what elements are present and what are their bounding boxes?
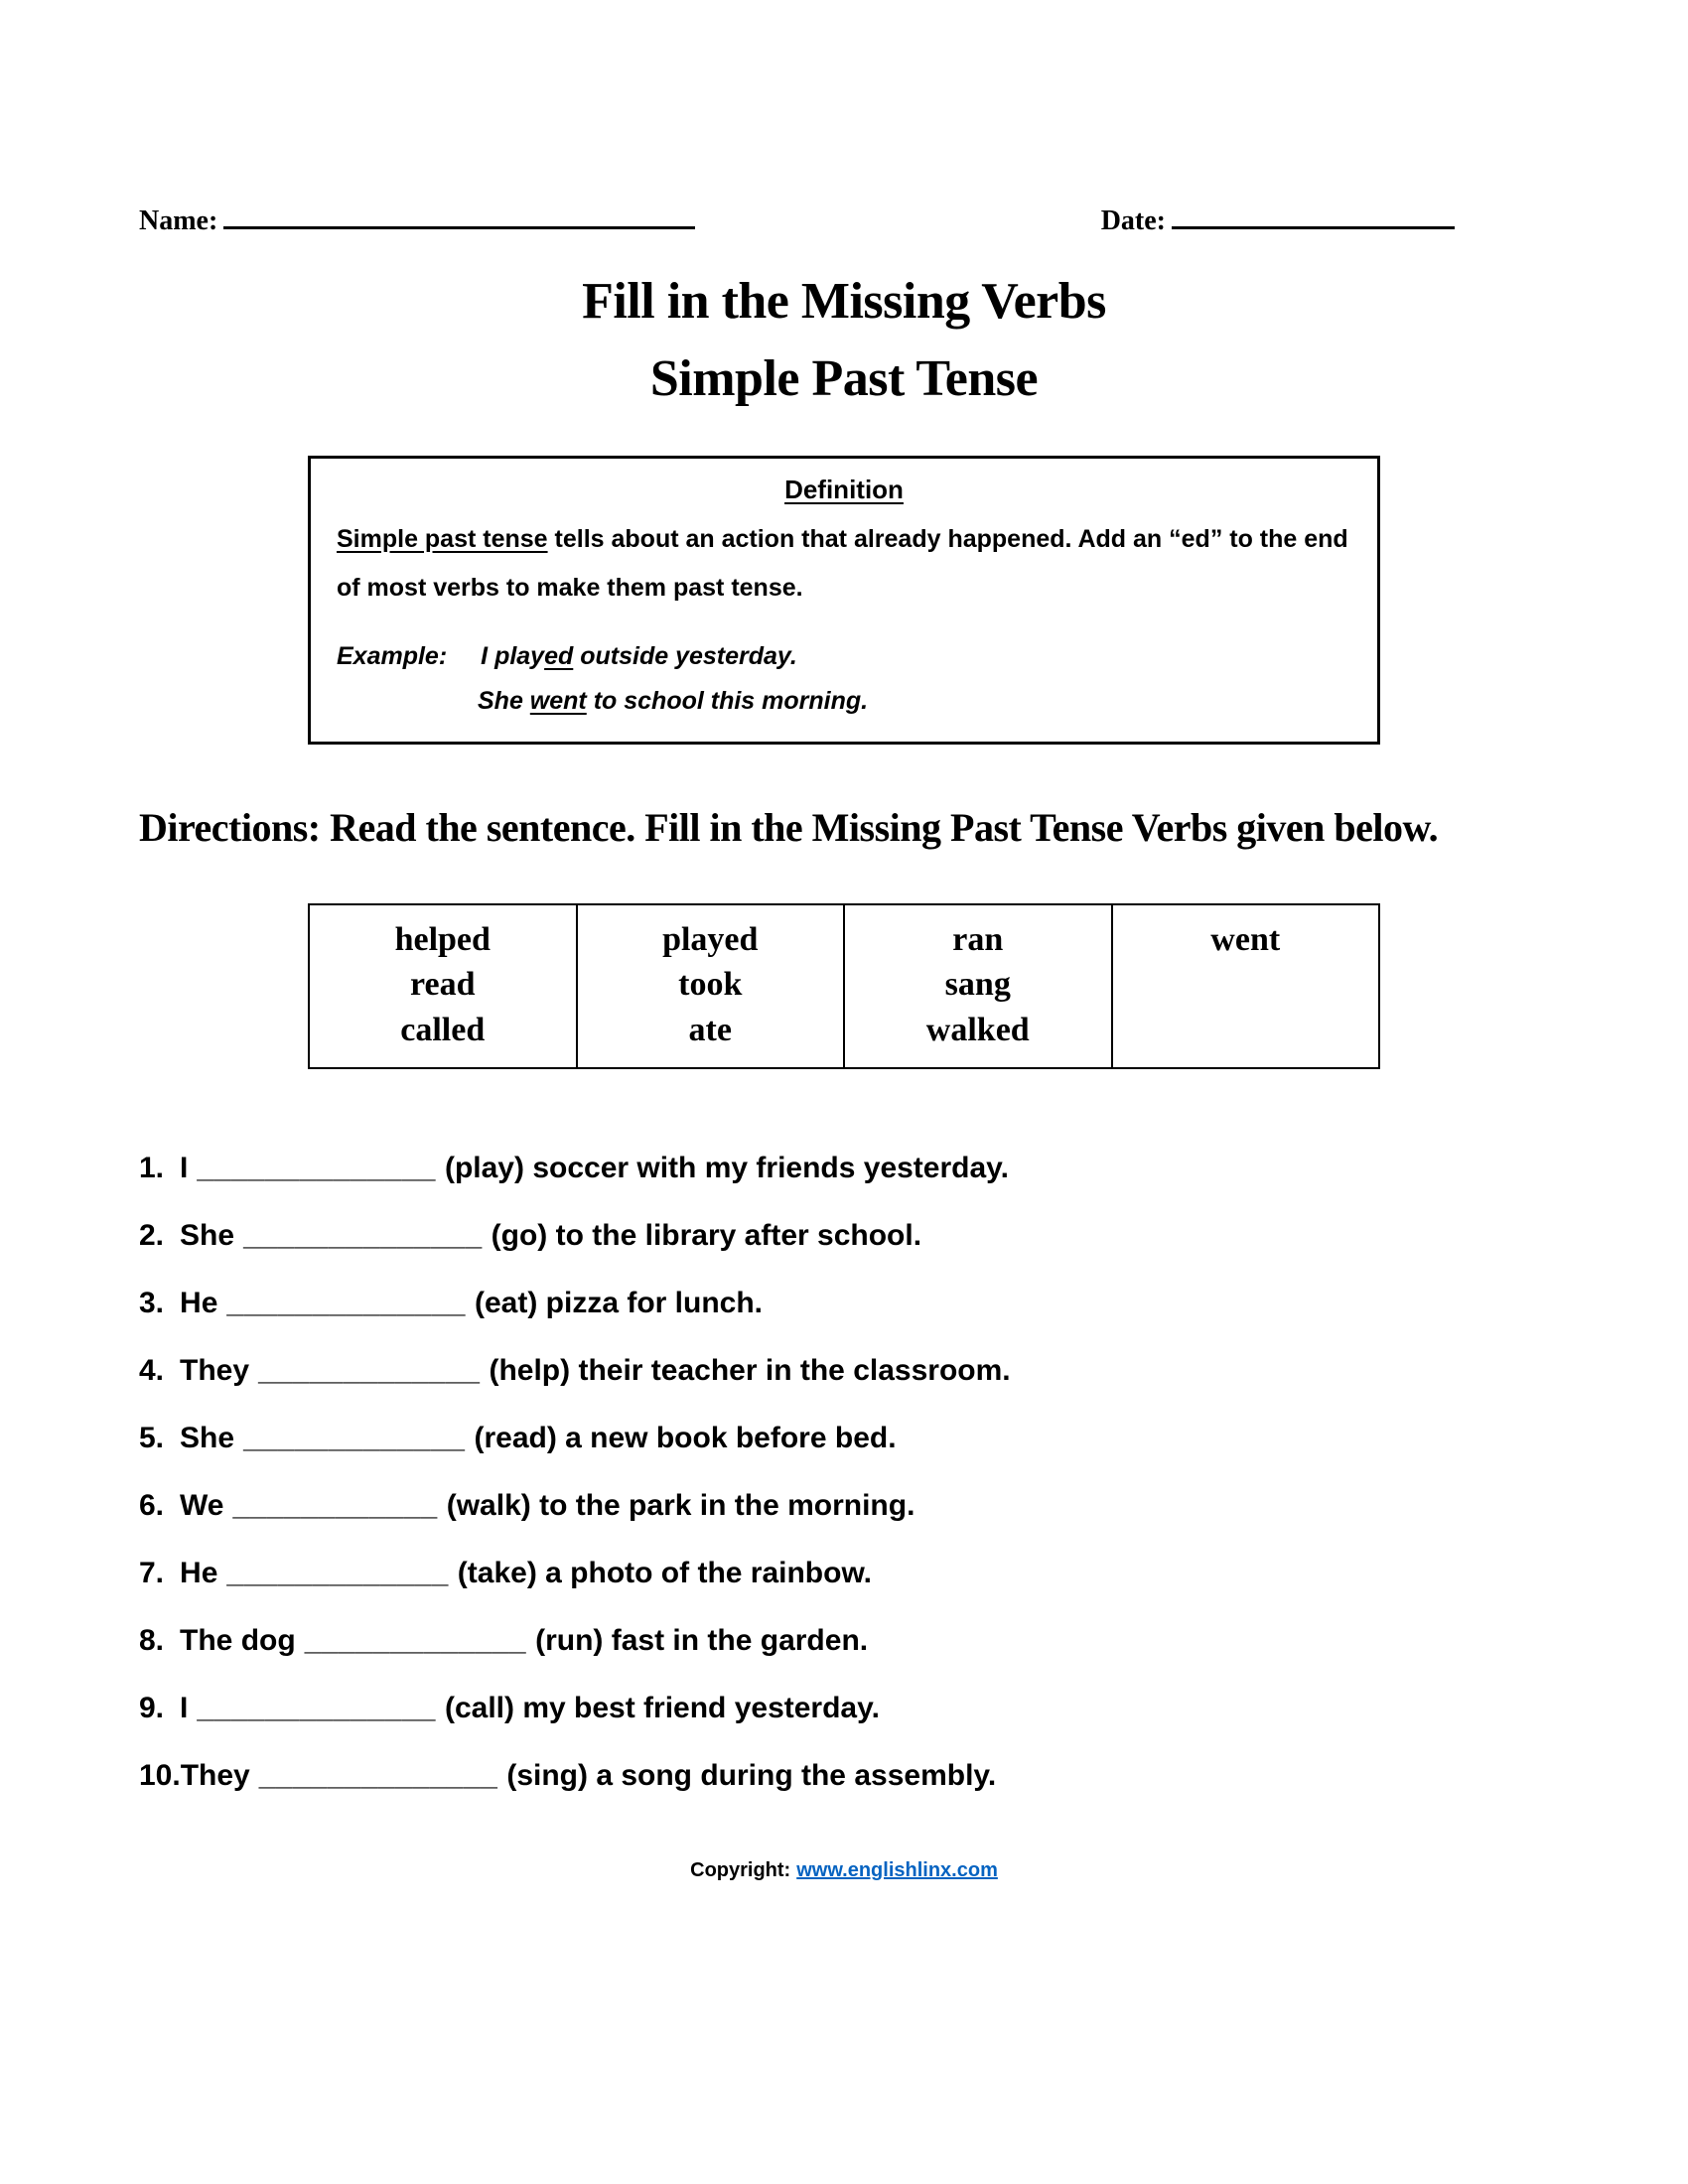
question-number: 4.: [139, 1354, 165, 1388]
title-line-1: Fill in the Missing Verbs: [582, 273, 1106, 330]
question-text: (take) a photo of the rainbow.: [457, 1557, 873, 1590]
page-title: [139, 263, 1549, 418]
answer-blank: ____________: [232, 1489, 438, 1523]
word-bank-word: called: [400, 1012, 486, 1049]
example1-underlined: ed: [544, 641, 574, 670]
answer-blank: _____________: [258, 1354, 481, 1388]
question-text: (walk) to the park in the morning.: [446, 1489, 915, 1523]
definition-body: [337, 515, 1351, 613]
word-bank-column-3: [844, 904, 1112, 1069]
question-item-1: [139, 1151, 1549, 1186]
question-text: (go) to the library after school.: [491, 1219, 922, 1253]
question-item-5: [139, 1421, 1549, 1456]
word-bank-word: read: [410, 966, 476, 1004]
answer-blank: _____________: [243, 1422, 466, 1455]
word-bank-row: [309, 904, 1379, 1069]
date-label: Date:: [1100, 205, 1166, 236]
example-label: Example:: [337, 641, 448, 670]
answer-blank: ______________: [258, 1759, 498, 1793]
answer-blank: ______________: [197, 1152, 436, 1185]
question-number: 1.: [139, 1152, 165, 1185]
copyright-label: Copyright:: [690, 1859, 791, 1882]
answer-blank: ______________: [243, 1219, 483, 1253]
definition-box: [308, 456, 1380, 745]
question-subject: He: [180, 1287, 218, 1320]
question-number: 3.: [139, 1287, 165, 1320]
question-subject: She: [180, 1219, 235, 1253]
name-field: [139, 199, 695, 237]
question-number: 10.: [139, 1759, 181, 1793]
question-subject: I: [180, 1152, 189, 1185]
question-number: 7.: [139, 1557, 165, 1590]
question-subject: They: [180, 1759, 250, 1793]
question-item-10: [139, 1758, 1549, 1794]
word-bank-column-4: [1112, 904, 1380, 1069]
question-subject: I: [180, 1692, 189, 1725]
word-bank-column-1: [309, 904, 577, 1069]
question-text: (eat) pizza for lunch.: [474, 1287, 763, 1320]
word-bank-word: went: [1210, 920, 1281, 958]
question-text: (call) my best friend yesterday.: [444, 1692, 880, 1725]
question-number: 8.: [139, 1624, 165, 1658]
date-field: [1101, 199, 1455, 237]
example-line-2: [337, 679, 1351, 724]
example2-underlined: went: [529, 686, 587, 715]
word-bank-word: helped: [394, 920, 491, 958]
word-bank-word: sang: [944, 966, 1011, 1004]
question-item-2: [139, 1218, 1549, 1254]
name-label: Name:: [139, 205, 218, 236]
question-item-7: [139, 1556, 1549, 1591]
question-number: 5.: [139, 1422, 165, 1455]
answer-blank: ______________: [197, 1692, 436, 1725]
example1-post: outside yesterday.: [573, 641, 797, 670]
example2-pre: She: [478, 686, 530, 715]
question-subject: He: [180, 1557, 218, 1590]
question-text: (run) fast in the garden.: [535, 1624, 869, 1658]
definition-term: Simple past tense: [337, 525, 548, 553]
question-subject: The dog: [180, 1624, 296, 1658]
questions-list: [139, 1151, 1549, 1794]
question-text: (sing) a song during the assembly.: [506, 1759, 997, 1793]
question-text: (read) a new book before bed.: [474, 1422, 897, 1455]
question-item-3: [139, 1286, 1549, 1321]
question-text: (help) their teacher in the classroom.: [489, 1354, 1011, 1388]
question-item-8: [139, 1623, 1549, 1659]
word-bank-word: ran: [952, 920, 1004, 958]
question-subject: She: [180, 1422, 235, 1455]
definition-body-text: tells about an action that already happened. Add an “ed” to the end of most verbs to make them past tense.: [337, 525, 1348, 602]
example1-pre: I play: [481, 641, 545, 670]
question-number: 9.: [139, 1692, 165, 1725]
question-text: (play) soccer with my friends yesterday.: [444, 1152, 1009, 1185]
question-number: 2.: [139, 1219, 165, 1253]
name-blank-line: [223, 199, 695, 229]
word-bank-word: walked: [925, 1012, 1030, 1049]
word-bank-word: ate: [688, 1012, 732, 1049]
question-item-9: [139, 1691, 1549, 1726]
copyright-link[interactable]: www.englishlinx.com: [796, 1859, 998, 1882]
answer-blank: _____________: [304, 1624, 527, 1658]
question-item-4: [139, 1353, 1549, 1389]
word-bank-column-2: [577, 904, 845, 1069]
question-number: 6.: [139, 1489, 165, 1523]
title-line-2: Simple Past Tense: [649, 350, 1039, 407]
example-block: [337, 634, 1351, 724]
footer: [139, 1859, 1549, 1882]
word-bank-word: took: [678, 966, 743, 1004]
question-subject: We: [180, 1489, 224, 1523]
question-item-6: [139, 1488, 1549, 1524]
directions-text: Directions: Read the sentence. Fill in the Missing Past Tense Verbs given below.: [139, 804, 1439, 850]
answer-blank: _____________: [226, 1557, 449, 1590]
definition-heading: Definition: [784, 475, 904, 504]
word-bank-table: [308, 903, 1380, 1070]
example2-post: to school this morning.: [586, 686, 869, 715]
word-bank-word: played: [662, 920, 759, 958]
example-line-1: [337, 634, 1351, 679]
date-blank-line: [1172, 199, 1455, 229]
question-subject: They: [180, 1354, 250, 1388]
answer-blank: ______________: [226, 1287, 466, 1320]
header-row: [139, 199, 1549, 237]
